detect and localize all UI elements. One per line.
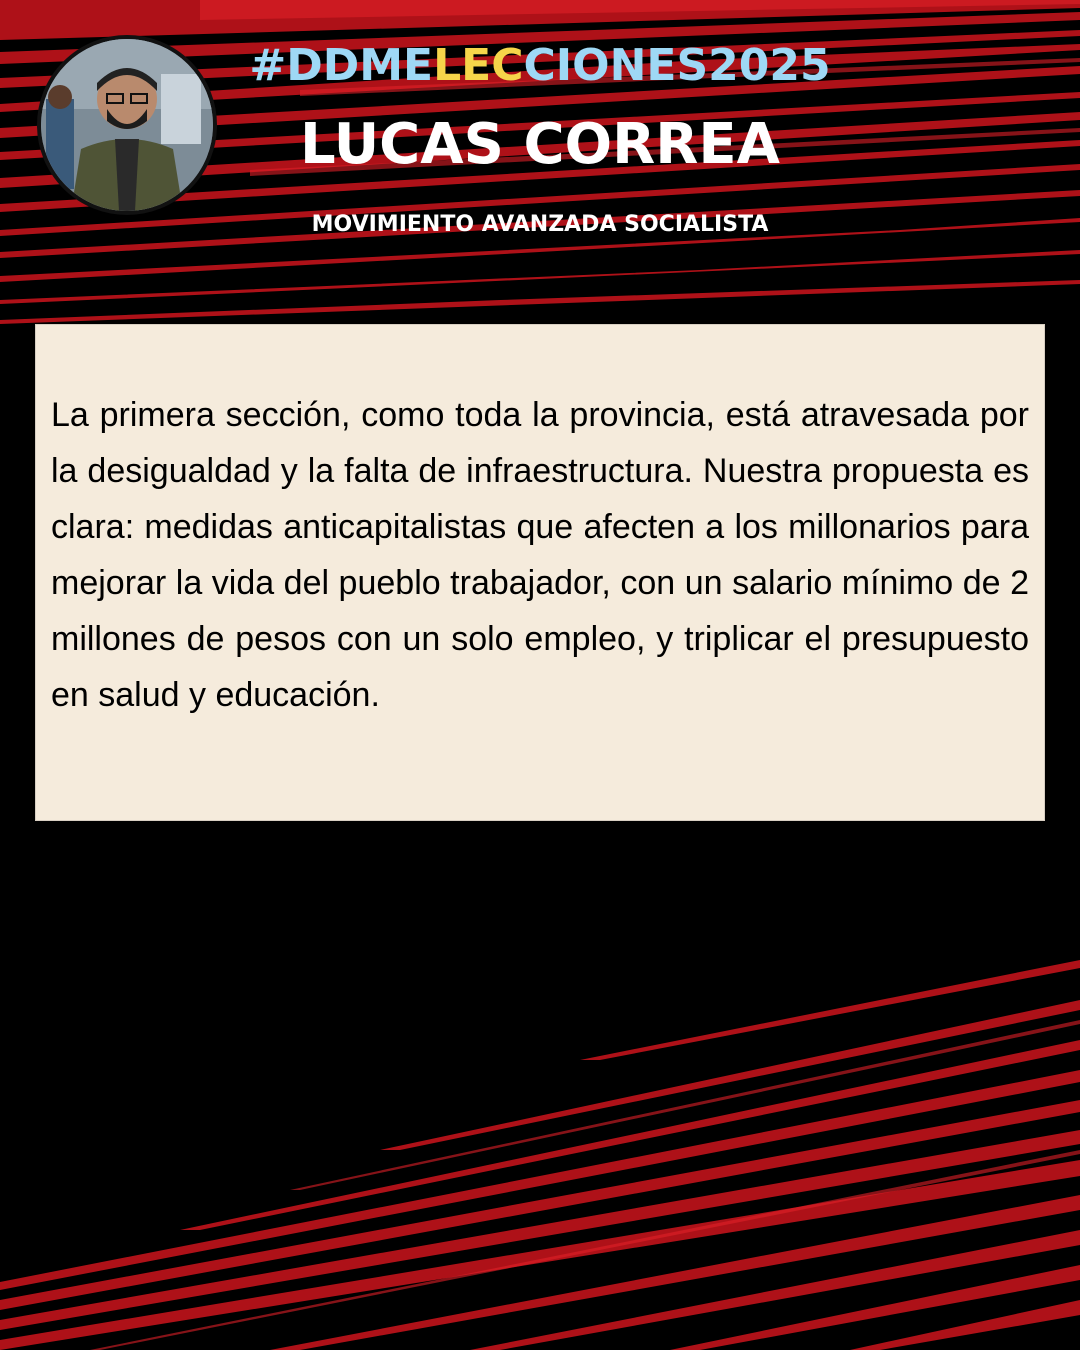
hashtag-part-1: #DDME <box>249 40 434 91</box>
party-name: MOVIMIENTO AVANZADA SOCIALISTA <box>311 212 769 237</box>
candidate-name: LUCAS CORREA <box>300 112 780 177</box>
quote-box <box>35 324 1045 821</box>
hashtag-part-2: LEC <box>433 40 524 91</box>
hashtag-title <box>0 40 1080 91</box>
hashtag-part-4: NES2025 <box>609 40 831 91</box>
hashtag-part-3: CIO <box>523 40 610 91</box>
quote-text: La primera sección, como toda la provincia, está atravesada por la desigualdad y la falta de infraestructura. Nuestra propuesta es clara: medidas anticapitalistas que afecten a los millonarios para mejorar la vida del pueblo trabajador, con un salario mínimo de 2 millones de pesos con un solo empleo, y triplicar el presupuesto en salud y educación. <box>51 396 1029 714</box>
